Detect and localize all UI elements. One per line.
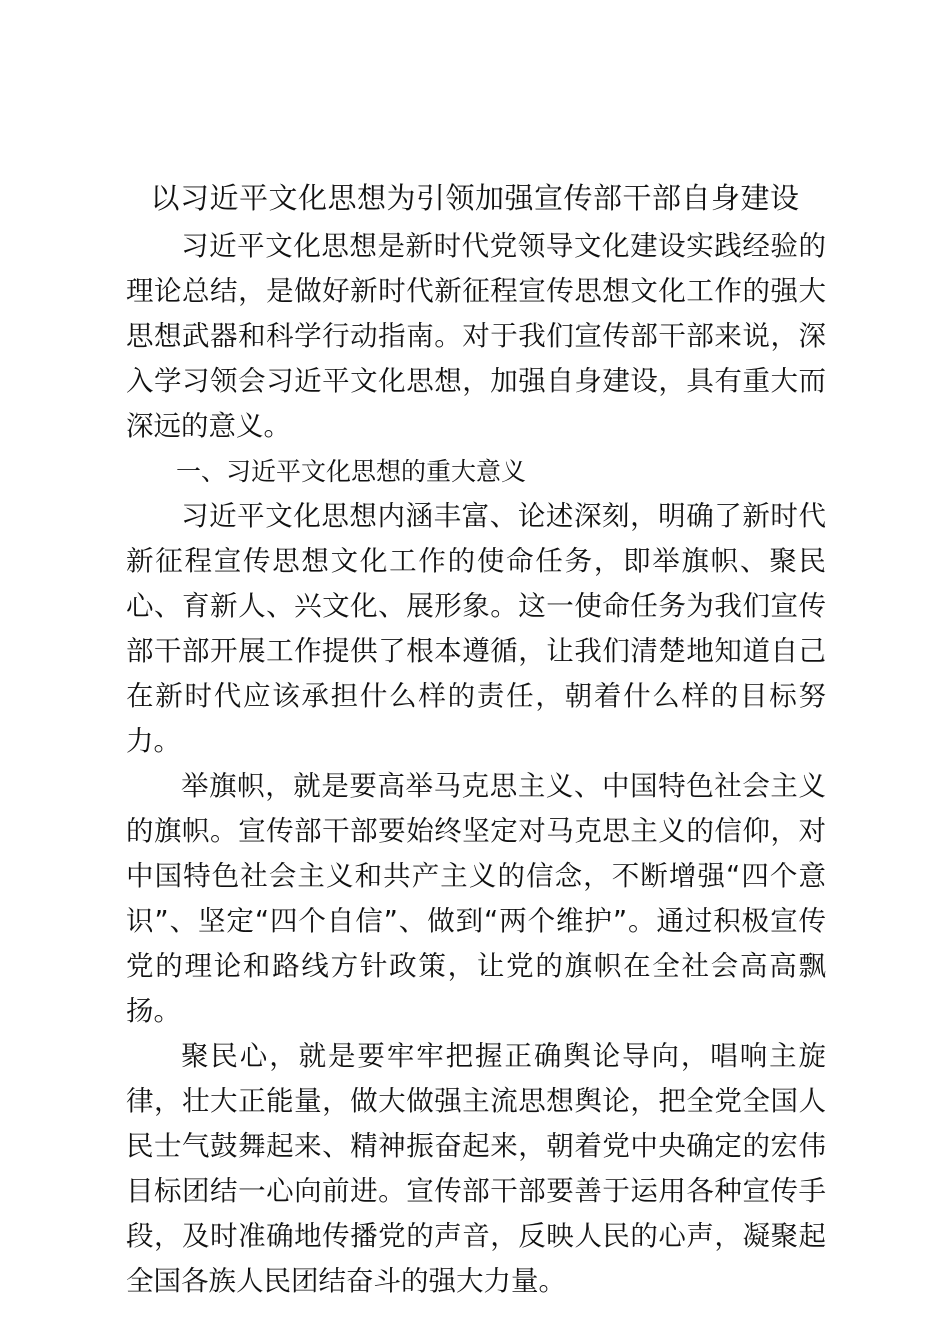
section-heading-1: 一、习近平文化思想的重大意义 <box>176 457 527 486</box>
paragraph-mission: 习近平文化思想内涵丰富、论述深刻，明确了新时代新征程宣传思想文化工作的使命任务，即举旗帜、聚民心、育新人、兴文化、展形象。这一使命任务为我们宣传部干部开展工作提供了根本遵循，让我们清楚地知道自己在新时代应该承担什么样的责任，朝着什么样的目标努力。 <box>126 500 826 757</box>
document-body <box>126 224 826 1304</box>
paragraph-unite-people: 聚民心，就是要牢牢把握正确舆论导向，唱响主旋律，壮大正能量，做大做强主流思想舆论，把全党全国人民士气鼓舞起来、精神振奋起来，朝着党中央确定的宏伟目标团结一心向前进。宣传部干部要善于运用各种宣传手段，及时准确地传播党的声音，反映人民的心声，凝聚起全国各族人民团结奋斗的强大力量。 <box>126 1040 826 1297</box>
paragraph-raise-banner: 举旗帜，就是要高举马克思主义、中国特色社会主义的旗帜。宣传部干部要始终坚定对马克思主义的信仰，对中国特色社会主义和共产主义的信念，不断增强“四个意识”、坚定“四个自信”、做到“两个维护”。通过积极宣传党的理论和路线方针政策，让党的旗帜在全社会高高飘扬。 <box>126 770 826 1027</box>
paragraph-intro: 习近平文化思想是新时代党领导文化建设实践经验的理论总结，是做好新时代新征程宣传思想文化工作的强大思想武器和科学行动指南。对于我们宣传部干部来说，深入学习领会习近平文化思想，加强自身建设，具有重大而深远的意义。 <box>126 230 826 442</box>
document-title: 以习近平文化思想为引领加强宣传部干部自身建设 <box>150 181 800 215</box>
